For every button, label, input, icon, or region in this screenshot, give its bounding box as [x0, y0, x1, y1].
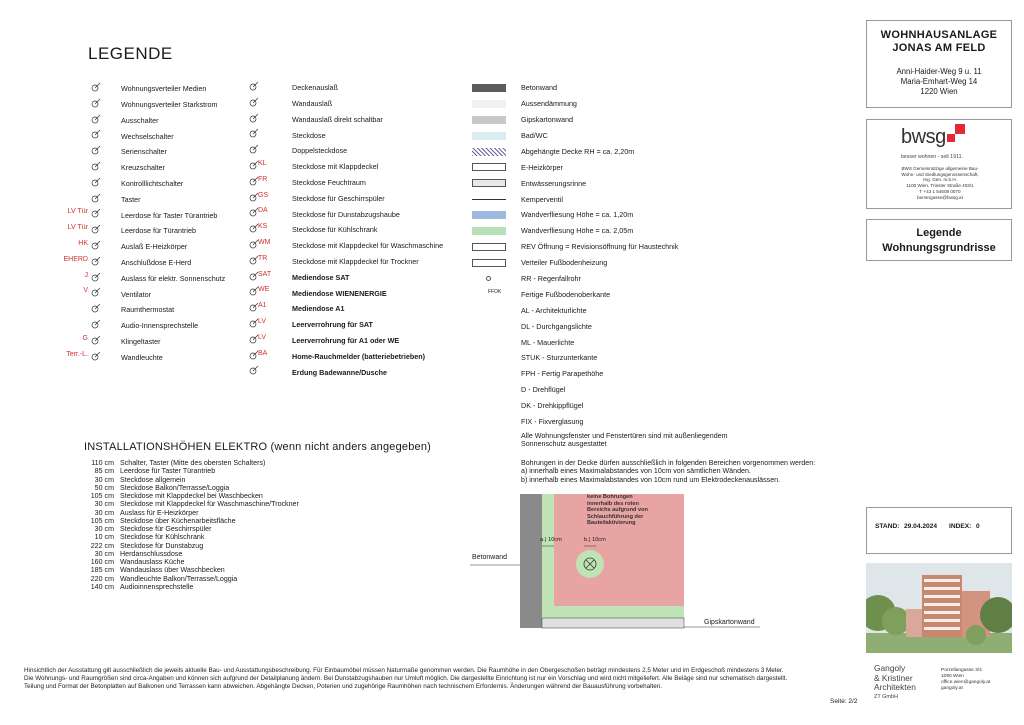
- legend-item: [472, 159, 862, 175]
- legend-item: [240, 270, 470, 286]
- legend-item: [60, 286, 250, 302]
- legend-item: [60, 334, 250, 350]
- wall-outlet-icon: [246, 97, 260, 109]
- legend-title: LEGENDE: [88, 44, 173, 63]
- legend-symbol-code: HK: [78, 239, 88, 247]
- grounding-icon: [246, 365, 260, 377]
- legend-item: [240, 238, 470, 254]
- legend-item: [60, 144, 250, 160]
- legend-item: [240, 317, 470, 333]
- legend-symbol-code: TR: [258, 254, 268, 262]
- installation-item: Herdanschlussdose: [120, 549, 183, 558]
- material-swatch: [472, 199, 506, 200]
- legend-label: STUK - Sturzunterkante: [521, 353, 598, 363]
- legend-symbol-code: LV Tür: [67, 224, 88, 232]
- legend-item: [472, 414, 862, 430]
- legend-label: D - Drehflügel: [521, 385, 566, 395]
- index-value: 0: [976, 523, 980, 530]
- installation-height: 30 cm: [94, 508, 114, 517]
- legend-item: [60, 239, 250, 255]
- installation-row: [84, 500, 299, 508]
- legend-label: Wandverfliesung Höhe = ca. 1,20m: [521, 210, 634, 220]
- legend-label: DL - Durchgangslichte: [521, 321, 592, 331]
- legend-item: [60, 318, 250, 334]
- installation-height: 105 cm: [90, 516, 114, 525]
- material-swatch: [472, 132, 506, 140]
- installation-row: [84, 550, 299, 558]
- no-drill-line: Bauteilaktivierung: [587, 520, 636, 527]
- cross-switch-icon: [88, 161, 102, 173]
- legend-item: [472, 223, 862, 239]
- switch-icon: [88, 114, 102, 126]
- intercom-icon: [88, 319, 102, 331]
- legend-item: [240, 96, 470, 112]
- installation-row: [84, 509, 299, 517]
- legend-label: Audio-Innensprechstelle: [121, 321, 199, 331]
- media-distributor-icon: [88, 82, 102, 94]
- drill-note-line: a) innerhalb eines Maximalabstandes von 10cm von sämtlichen Wänden.: [521, 467, 751, 476]
- legend-item: [472, 318, 862, 334]
- material-swatch: [472, 116, 506, 124]
- legend-symbol-code: SAT: [258, 270, 272, 278]
- windows-note: [521, 432, 851, 449]
- legend-label: Kontrolllichtschalter: [121, 179, 184, 189]
- client-line: reg. Gen. m.b.H.: [923, 177, 957, 183]
- installation-row: [84, 583, 299, 591]
- installation-height: 160 cm: [90, 558, 114, 566]
- drill-note: [521, 459, 851, 484]
- client-line: bemergasse@bwsg.at: [917, 194, 963, 200]
- legend-item: [240, 285, 470, 301]
- legend-item: [472, 398, 862, 414]
- project-title-box: [866, 20, 1012, 108]
- installation-title: INSTALLATIONSHÖHEN ELEKTRO (wenn nicht anders angegeben): [84, 441, 432, 453]
- legend-item: [60, 128, 250, 144]
- legend-item: [240, 254, 470, 270]
- index-label: INDEX:: [949, 523, 972, 530]
- legend-item: [240, 191, 470, 207]
- legend-item: [60, 223, 250, 239]
- legend-symbol-code: LV: [258, 317, 267, 325]
- building-rendering: [866, 563, 1012, 653]
- legend-label: Wandauslaß: [292, 99, 333, 109]
- legend-label: Fertige Fußbodenoberkante: [521, 289, 611, 299]
- address-line: Maria-Emhart-Weg 14: [900, 77, 978, 86]
- installation-height: 110 cm: [91, 459, 114, 467]
- ceiling-outlet-icon: [246, 81, 260, 93]
- drill-note-line: Bohrungen in der Decke dürfen ausschließlich in folgenden Bereichen vorgenommen werden:: [521, 459, 816, 467]
- installation-row: [84, 558, 299, 566]
- empty-box-door-icon: [88, 224, 102, 236]
- legend-label: Steckdose mit Klappdeckel für Trockner: [292, 257, 419, 267]
- legend-label: Wechselschalter: [121, 131, 174, 141]
- installation-row: [84, 459, 299, 467]
- architect-line: Architekten: [874, 682, 916, 692]
- legend-item: [240, 301, 470, 317]
- legend-item: [472, 112, 862, 128]
- legend-item: [472, 80, 862, 96]
- legend-label: Raumthermostat: [121, 305, 175, 315]
- address-line: 1220 Wien: [920, 87, 958, 96]
- architect-box: [866, 660, 1012, 707]
- logo-square-icon: [947, 134, 955, 142]
- legend-label: Erdung Badewanne/Dusche: [292, 367, 388, 377]
- installation-row: [84, 517, 299, 525]
- client-logo: bwsg: [901, 126, 946, 148]
- installation-row: [84, 467, 299, 475]
- client-tagline: besser wohnen - seit 1911.: [901, 154, 963, 160]
- architect-suffix: ZT GmbH: [874, 693, 899, 700]
- footer-line: Hinsichtlich der Ausstattung gilt ausschließlich die jeweils aktuelle Bau- und Ausstattungsbeschreibung. Für Einbaumöbel müssen Naturmaße genommen werden. Die Raumhöhe in den Obergeschoßen beträgt mindestens 2,5 Meter und im Erdgeschoß mindestens 3 Meter.: [24, 667, 784, 674]
- legend-label: Auslass für elektr. Sonnenschutz: [121, 273, 226, 283]
- client-line: 1100 Wien, Triester Straße 403/1: [906, 183, 974, 189]
- material-swatch: [472, 148, 506, 156]
- sheet-title: Legende: [916, 227, 962, 239]
- power-distributor-icon: [88, 98, 102, 110]
- windows-note-line: Sonnenschutz ausgestattet: [521, 440, 607, 449]
- legend-label: Steckdose mit Klappdeckel: [292, 162, 379, 172]
- legend-label: Wohnungsverteiler Medien: [121, 84, 207, 94]
- installation-row: [84, 566, 299, 574]
- legend-label: Kemperventil: [521, 194, 563, 204]
- bell-button-icon: [88, 335, 102, 347]
- legend-item: [240, 80, 470, 96]
- legend-symbol-code: V: [83, 287, 88, 295]
- legend-item: [60, 271, 250, 287]
- revision-box: [866, 507, 1012, 554]
- legend-label: Aussendämmung: [521, 99, 577, 109]
- client-box: [866, 119, 1012, 209]
- client-line: BWS Gemeinnützige allgemeine Bau-: [901, 166, 979, 171]
- address-line: Anni-Haider-Weg 9 u. 11: [896, 67, 982, 76]
- heater-outlet-icon: [88, 240, 102, 252]
- legend-symbol-code: KL: [258, 159, 267, 167]
- installation-height: 220 cm: [90, 574, 114, 583]
- installation-item: Wandleuchte Balkon/Terrasse/Loggia: [120, 574, 238, 583]
- installation-height: 185 cm: [90, 566, 114, 575]
- project-title: WOHNHAUSANLAGE: [880, 29, 998, 41]
- legend-label: Verteiler Fußbodenheizung: [521, 258, 608, 268]
- legend-label: Home-Rauchmelder (batteriebetrieben): [292, 351, 425, 361]
- legend-symbol-code: BA: [258, 349, 268, 357]
- empty-box-icon: [88, 208, 102, 220]
- contact-line: gangoly.at: [941, 686, 963, 691]
- architect-name: [874, 664, 916, 702]
- project-subtitle: JONAS AM FELD: [892, 42, 986, 54]
- pilot-light-switch-icon: [88, 177, 102, 189]
- installation-item: Steckdose Balkon/Terrasse/Loggia: [120, 483, 230, 492]
- installation-heights-table: [84, 459, 299, 591]
- legend-label: Wandverfliesung Höhe = ca. 2,05m: [521, 226, 634, 236]
- legend-label: AL - Architekturlichte: [521, 305, 587, 315]
- installation-item: Steckdose mit Klappdeckel bei Waschbecken: [120, 492, 263, 500]
- legend-item: [472, 334, 862, 350]
- legend-item: [60, 350, 250, 366]
- installation-item: Auslass für E-Heizkörper: [120, 508, 199, 517]
- installation-item: Steckdose für Geschirrspüler: [120, 525, 212, 533]
- footer-line: Teilung und Format der Betonplatten auf Balkonen und Terrassen kann abweichen. Abgehängte Decken, Poterien und zugehörige Raumhöhen nach technischem Erfordernis. Änderungen während der Bauausführung vorbehalten.: [24, 683, 663, 691]
- legend-label: Leerdose für Türantrieb: [121, 226, 196, 236]
- legend-item: [472, 287, 862, 303]
- legend-label: Doppelsteckdose: [292, 146, 348, 156]
- legend-symbol-code: DA: [258, 207, 268, 215]
- installation-item: Schalter, Taster (Mitte des obersten Schalters): [120, 459, 266, 467]
- architect-line: & Kristiner: [874, 672, 913, 683]
- installation-row: [84, 476, 299, 484]
- legend-item: [472, 271, 862, 287]
- legend-label: Steckdose für Geschirrspüler: [292, 193, 385, 203]
- contact-line: 1090 Wien: [941, 674, 964, 679]
- legend-item: [472, 382, 862, 398]
- material-swatch: [472, 179, 506, 187]
- installation-height: 105 cm: [90, 492, 114, 500]
- client-address: [871, 166, 1009, 200]
- installation-item: Audioinnensprechstelle: [120, 582, 194, 591]
- material-swatch: [472, 84, 506, 92]
- legend-label: RR - Regenfallrohr: [521, 274, 581, 284]
- material-swatch: [472, 100, 506, 108]
- legend-symbol-code: Terr.-L.: [66, 350, 88, 358]
- legend-label: Ventilator: [121, 289, 151, 299]
- legend-label: Bad/WC: [521, 131, 548, 140]
- legend-column-2: [240, 80, 470, 380]
- installation-item: Steckdose für Dunstabzug: [120, 541, 204, 550]
- legend-item: [472, 239, 862, 255]
- gipskartonwand-label: Gipskartonwand: [704, 619, 755, 626]
- legend-label: Gipskartonwand: [521, 115, 573, 125]
- legend-item: [60, 255, 250, 271]
- legend-label: Abgehängte Decke RH = ca. 2,20m: [521, 146, 635, 156]
- legend-item: [472, 302, 862, 318]
- installation-height: 30 cm: [94, 525, 114, 533]
- legend-item: [472, 96, 862, 112]
- installation-item: Wandauslass über Waschbecken: [120, 566, 225, 575]
- installation-item: Leerdose für Taster Türantrieb: [120, 467, 216, 476]
- legend-label: REV Öffnung = Revisionsöffnung für Haustechnik: [521, 242, 679, 252]
- drywall: [542, 618, 684, 628]
- legend-column-1: [60, 81, 250, 365]
- legend-label: Kreuzschalter: [121, 163, 165, 173]
- logo-square-icon: [955, 124, 965, 134]
- legend-symbol-code: LV: [258, 333, 267, 341]
- legend-label: Ausschalter: [121, 115, 159, 125]
- betonwand-label: Betonwand: [472, 554, 508, 561]
- installation-item: Steckdose für Kühlschrank: [120, 533, 205, 542]
- legend-item: [60, 97, 250, 113]
- material-swatch: [472, 211, 506, 219]
- windows-note-line: Alle Wohnungsfenster und Fenstertüren sind mit außenliegendem: [521, 432, 728, 440]
- material-swatch: [472, 227, 506, 235]
- legend-label: Taster: [121, 194, 141, 204]
- legend-label: Klingeltaster: [121, 337, 161, 347]
- material-swatch: [472, 259, 506, 267]
- legend-label: Steckdose mit Klappdeckel für Waschmaschine: [292, 241, 444, 251]
- legend-label: FIX - Fixverglasung: [521, 417, 584, 427]
- legend-item: [472, 191, 862, 207]
- legend-item: [472, 144, 862, 160]
- installation-item: Steckdose über Küchenarbeitsfläche: [120, 516, 236, 525]
- legend-item: [240, 222, 470, 238]
- legend-symbol-code: WM: [258, 238, 271, 246]
- legend-label: Steckdose Feuchtraum: [292, 178, 366, 188]
- footer-notes: [24, 667, 854, 691]
- legend-symbol-code: WE: [258, 286, 270, 294]
- legend-label: Mediendose WIENENERGIE: [292, 288, 387, 298]
- legend-label: Wohnungsverteiler Starkstrom: [121, 100, 218, 110]
- contact-line: Porzellangasse 3/4: [941, 668, 982, 673]
- legend-label: Betonwand: [521, 83, 557, 93]
- legend-item: [240, 349, 470, 365]
- legend-label: DK - Drehkippflügel: [521, 401, 584, 411]
- legend-item: [60, 81, 250, 97]
- legend-label: Steckdose für Dunstabzugshaube: [292, 209, 400, 219]
- legend-item: [240, 127, 470, 143]
- legend-symbol-code: FR: [258, 175, 268, 183]
- installation-row: [84, 575, 299, 583]
- installation-height: 140 cm: [90, 582, 114, 591]
- legend-label: Deckenauslaß: [292, 83, 338, 93]
- drill-note-line: b) innerhalb eines Maximalabstandes von 10cm rund um Elektrodeckenauslässen.: [521, 475, 781, 484]
- installation-item: Steckdose mit Klappdeckel für Waschmaschine/Trockner: [120, 500, 299, 509]
- legend-item: [240, 112, 470, 128]
- installation-row: [84, 492, 299, 500]
- legend-item: [60, 192, 250, 208]
- material-swatch: [486, 276, 491, 281]
- legend-item: [240, 206, 470, 222]
- no-drill-line: Schlauchführung der: [587, 513, 644, 520]
- legend-label: Leerverrohrung für SAT: [292, 320, 373, 330]
- two-way-switch-icon: [88, 129, 102, 141]
- double-socket-icon: [246, 144, 260, 156]
- no-drill-line: keine Bohrungen: [587, 494, 633, 500]
- concrete-wall: [520, 494, 542, 628]
- wall-light-icon: [88, 351, 102, 363]
- legend-label: Anschlußdose E-Herd: [121, 258, 192, 268]
- no-drill-note: [587, 494, 648, 527]
- contact-line: office.wien@gangoly.at: [941, 680, 991, 685]
- legend-symbol-code: GS: [258, 191, 269, 199]
- installation-row: [84, 484, 299, 492]
- legend-label: E-Heizkörper: [521, 162, 563, 172]
- legend-symbol-code: J: [84, 271, 88, 279]
- drill-zone-bottom: [554, 606, 684, 618]
- no-drill-line: Bereichs aufgrund von: [587, 507, 648, 514]
- legend-item: [240, 143, 470, 159]
- legend-label: Mediendose A1: [292, 304, 345, 314]
- legend-label: Entwässerungsrinne: [521, 178, 587, 188]
- legend-item: [240, 175, 470, 191]
- sunshade-outlet-icon: [88, 272, 102, 284]
- legend-label: Steckdose: [292, 130, 326, 140]
- legend-item: [472, 175, 862, 191]
- architect-line: Gangoly: [874, 663, 906, 673]
- installation-height: 30 cm: [94, 549, 114, 558]
- fan-icon: [88, 287, 102, 299]
- legend-item: [472, 128, 862, 144]
- legend-item: [240, 333, 470, 349]
- a-distance-label: a.) 10cm: [540, 537, 562, 543]
- stand-value: 29.04.2024: [904, 523, 938, 530]
- legend-label: ML - Mauerlichte: [521, 337, 575, 347]
- installation-row: [84, 533, 299, 541]
- legend-item: [472, 255, 862, 271]
- legend-label: Leerdose für Taster Türantrieb: [121, 210, 218, 220]
- installation-height: 30 cm: [94, 475, 114, 484]
- footer-line: Die Wohnungs- und Raumgrößen sind circa-Angaben und können sich aufgrund der Detailplanung ändern. Bei Dunstabzugshauben nur Umluft möglich. Die dargestellte Einrichtung ist nur ein Vorschlag und wird nicht mitgeliefert. Alle Beläge sind nur schematisch dargestellt.: [24, 675, 788, 683]
- legend-item: [60, 113, 250, 129]
- legend-label: Wandauslaß direkt schaltbar: [292, 114, 383, 124]
- legend-item: [60, 302, 250, 318]
- installation-item: Steckdose allgemein: [120, 475, 186, 484]
- material-swatch: [472, 243, 506, 251]
- legend-item: [472, 350, 862, 366]
- legend-item: [472, 366, 862, 382]
- installation-height: 30 cm: [94, 500, 114, 509]
- legend-label: Steckdose für Kühlschrank: [292, 225, 378, 235]
- legend-column-3: [472, 80, 862, 430]
- series-switch-icon: [88, 145, 102, 157]
- client-line: T +43 1 54608 0070: [919, 188, 961, 194]
- installation-row: [84, 525, 299, 533]
- material-swatch: [472, 163, 506, 171]
- no-drill-line: innerhalb des roten: [587, 500, 639, 507]
- installation-height: 50 cm: [94, 483, 114, 492]
- installation-height: 222 cm: [90, 541, 114, 550]
- wall-outlet-switched-icon: [246, 113, 260, 125]
- installation-height: 10 cm: [94, 533, 114, 542]
- legend-label: Auslaß E-Heizkörper: [121, 242, 188, 252]
- legend-symbol-code: KS: [258, 223, 268, 231]
- legend-symbol-code: LV Tür: [67, 208, 88, 216]
- legend-symbol-code: G: [82, 334, 88, 342]
- legend-label: Serienschalter: [121, 147, 167, 157]
- legend-item: [240, 364, 470, 380]
- legend-item: [60, 207, 250, 223]
- sheet-subtitle: Wohnungsgrundrisse: [882, 242, 996, 254]
- thermostat-icon: [88, 303, 102, 315]
- legend-symbol-code: EHERD: [63, 255, 88, 263]
- client-line: Wohn- und Siedlungsgenossenschaft,: [901, 171, 979, 177]
- stand-label: STAND:: [875, 523, 900, 530]
- legend-item: [472, 207, 862, 223]
- drill-zone-wall: [542, 494, 554, 618]
- material-swatch: FFOK: [488, 288, 502, 295]
- legend-label: FPH - Fertig Parapethöhe: [521, 369, 604, 379]
- stove-outlet-icon: [88, 256, 102, 268]
- b-distance-label: b.) 10cm: [584, 537, 606, 543]
- legend-label: Leerverrohrung für A1 oder WE: [292, 336, 400, 346]
- legend-label: Mediendose SAT: [292, 272, 350, 282]
- sheet-title-box: [866, 219, 1012, 261]
- architect-contact: [941, 668, 990, 692]
- page-number: Seite: 2/2: [830, 698, 858, 705]
- installation-row: [84, 542, 299, 550]
- socket-icon: [246, 128, 260, 140]
- legend-item: [240, 159, 470, 175]
- legend-item: [60, 176, 250, 192]
- push-button-icon: [88, 193, 102, 205]
- legend-symbol-code: A1: [258, 302, 267, 310]
- legend-item: [60, 160, 250, 176]
- legend-label: Wandleuchte: [121, 352, 163, 362]
- installation-height: 85 cm: [94, 467, 114, 476]
- installation-item: Wandauslass Küche: [120, 558, 185, 566]
